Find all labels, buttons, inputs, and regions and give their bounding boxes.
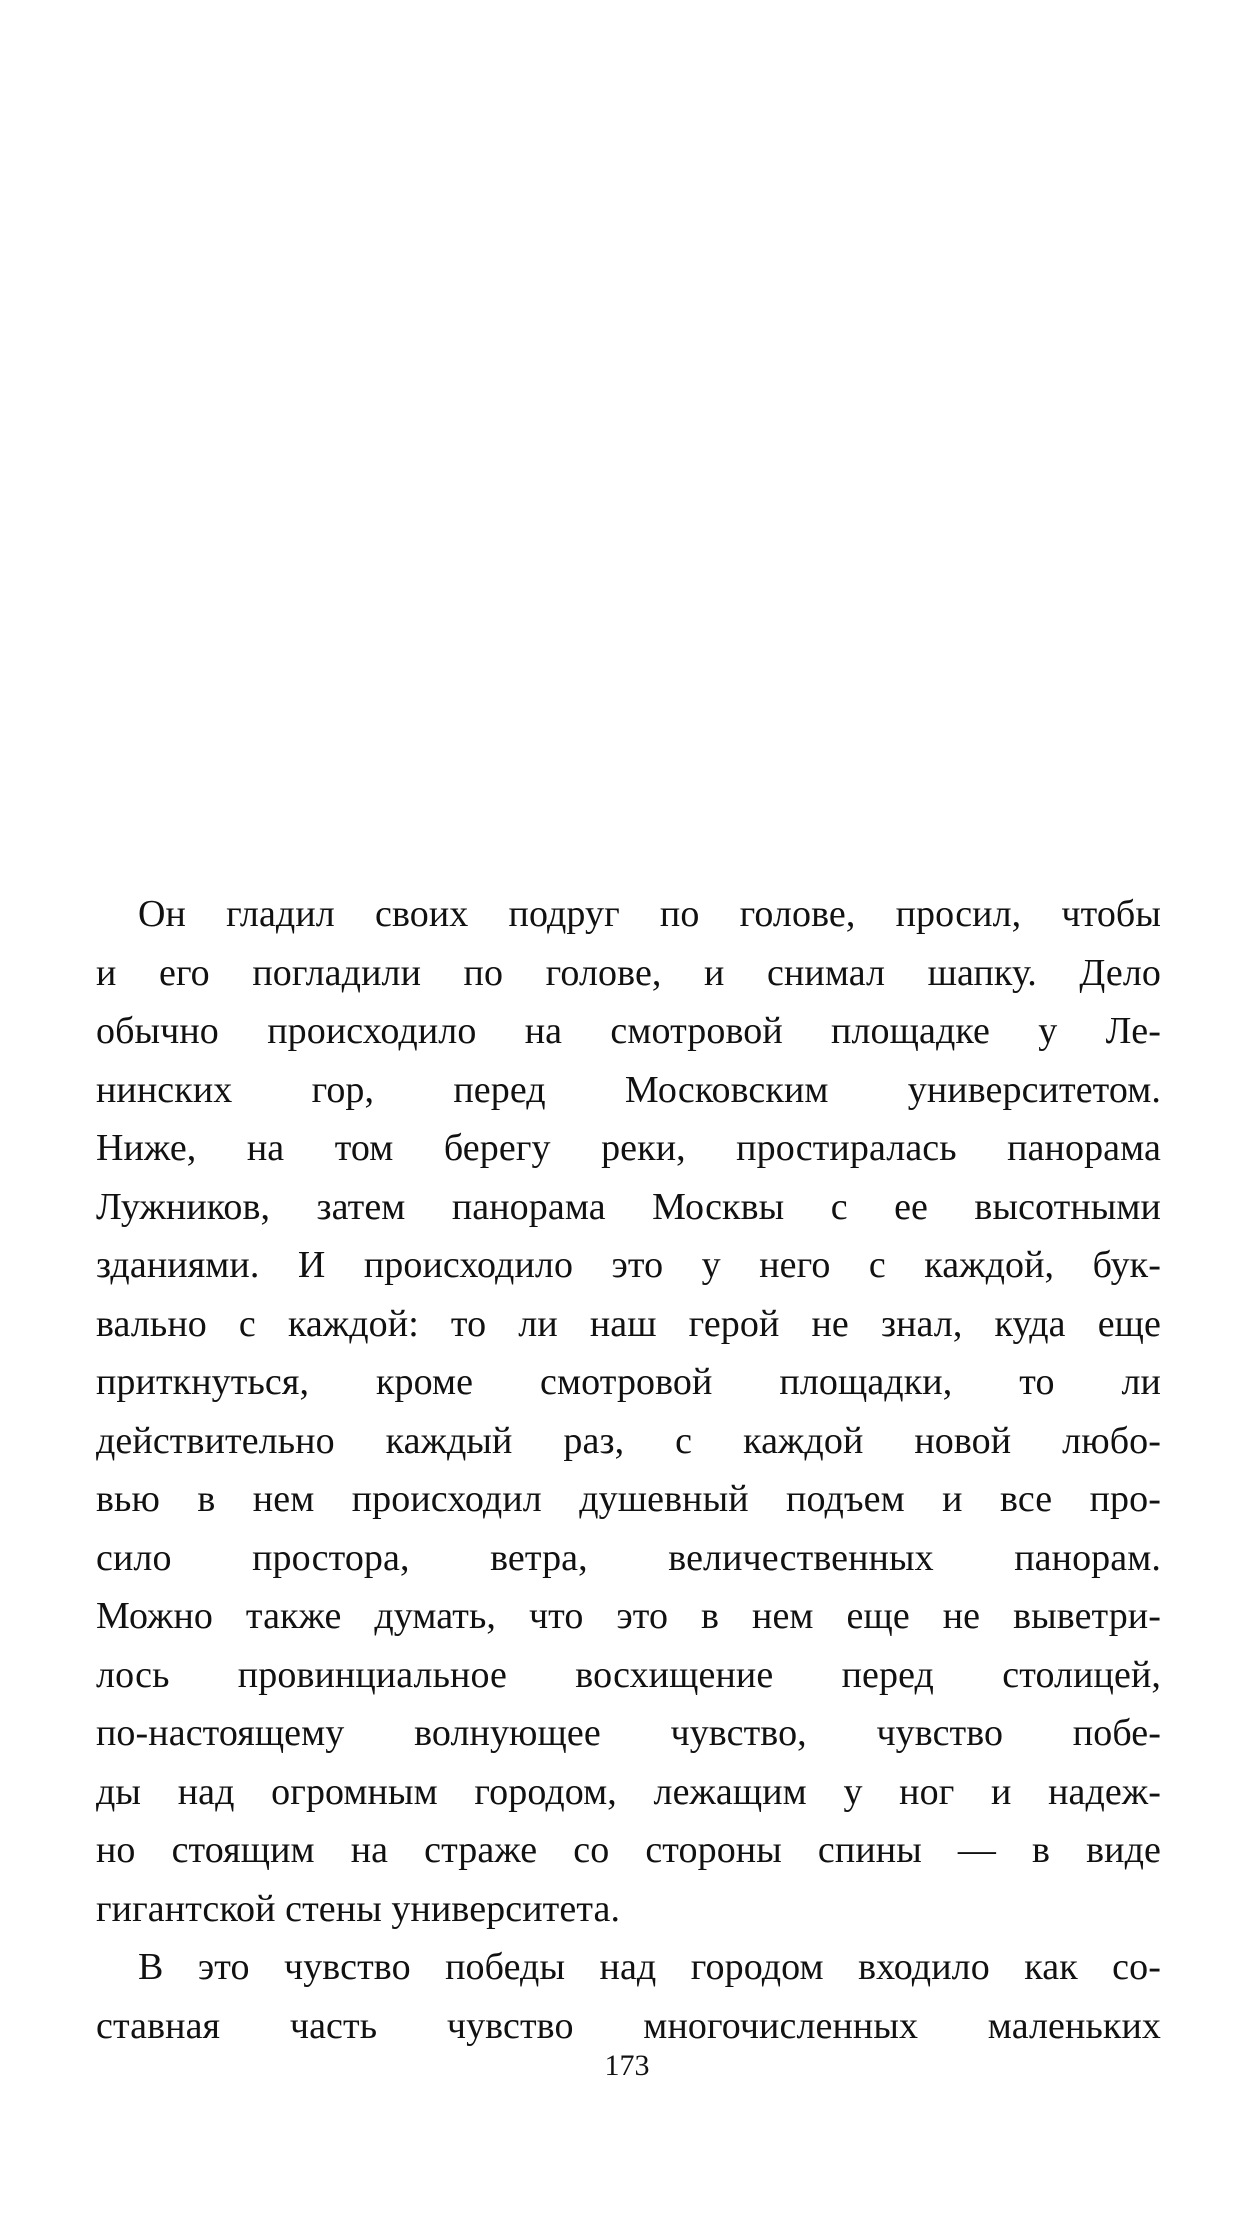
page-number: 173 xyxy=(604,2049,650,2082)
text-line: и его погладили по голове, и снимал шапку. Дело xyxy=(96,951,1161,994)
text-line: вально с каждой: то ли наш герой не знал, куда еще xyxy=(96,1302,1161,1345)
text-line: В это чувство победы над городом входило как со- xyxy=(138,1946,1161,1988)
text-line: вью в нем происходил душевный подъем и все про- xyxy=(96,1478,1161,1520)
text-line: ды над огромным городом, лежащим у ног и надеж- xyxy=(96,1770,1161,1813)
text-line: по-настоящему волнующее чувство, чувство побе- xyxy=(96,1712,1161,1754)
text-line: Можно также думать, что это в нем еще не выветри- xyxy=(96,1595,1161,1637)
text-line: Он гладил своих подруг по голове, просил, чтобы xyxy=(138,893,1161,935)
text-line: приткнуться, кроме смотровой площадки, то ли xyxy=(96,1361,1161,1403)
text-line: зданиями. И происходило это у него с каждой, бук- xyxy=(96,1244,1161,1286)
text-line: сило простора, ветра, величественных панорам. xyxy=(96,1536,1161,1579)
text-line: гигантской стены университета. xyxy=(96,1887,621,1930)
text-line: лось провинциальное восхищение перед столицей, xyxy=(96,1653,1161,1696)
text-line: Ниже, на том берегу реки, простиралась панорама xyxy=(96,1127,1161,1169)
text-line: действительно каждый раз, с каждой новой любо- xyxy=(96,1419,1161,1462)
body-text xyxy=(96,885,1161,2055)
text-line: нинских гор, перед Московским университетом. xyxy=(96,1068,1161,1111)
text-line: ставная часть чувство многочисленных маленьких xyxy=(96,2004,1161,2047)
text-line: Лужников, затем панорама Москвы с ее высотными xyxy=(96,1185,1161,1228)
text-line: обычно происходило на смотровой площадке у Ле- xyxy=(96,1010,1161,1052)
text-line: но стоящим на страже со стороны спины — в виде xyxy=(96,1829,1161,1871)
